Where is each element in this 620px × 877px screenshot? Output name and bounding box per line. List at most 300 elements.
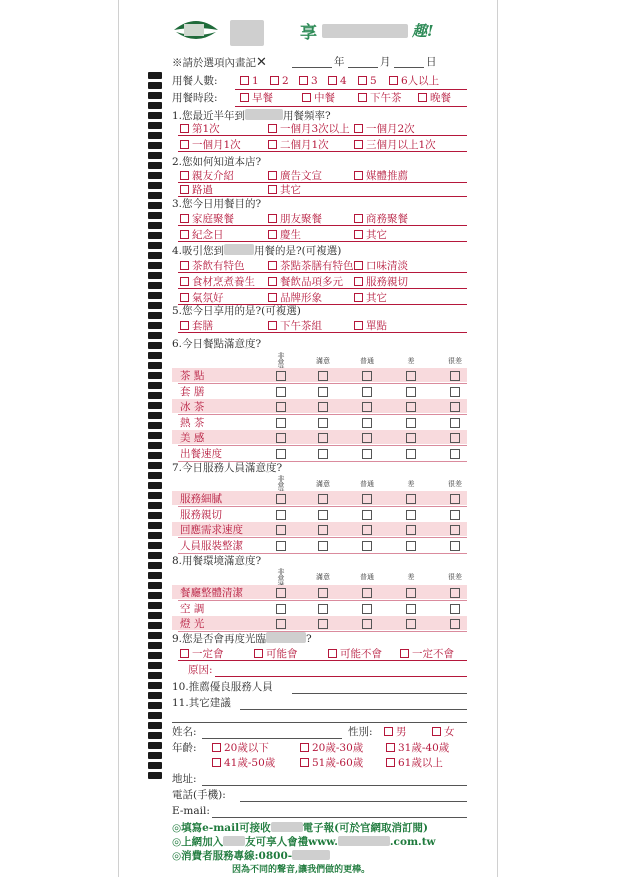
time-option[interactable]: 中餐	[302, 92, 335, 105]
time-option[interactable]: 下午茶	[358, 92, 402, 105]
q9-option[interactable]: 一定不會	[400, 648, 454, 661]
sprocket-hole	[148, 482, 162, 489]
rating-row-label: 餐廳整體清潔	[180, 587, 243, 599]
rating-checkbox-icon[interactable]	[276, 449, 286, 459]
rating-row-label: 人員服裝整潔	[180, 539, 243, 552]
gender-label: 性別:	[348, 726, 373, 738]
gender-female[interactable]: 女	[432, 726, 455, 739]
q9-option[interactable]: 可能不會	[328, 648, 382, 661]
q1-option[interactable]: 第1次	[180, 123, 220, 136]
rating-checkbox-icon[interactable]	[276, 371, 286, 381]
year-label: 年	[334, 56, 345, 68]
rating-checkbox-icon[interactable]	[450, 510, 460, 520]
rating-header: 很差	[448, 573, 462, 581]
rating-checkbox-icon[interactable]	[318, 371, 328, 381]
sprocket-hole	[148, 92, 162, 99]
rating-header: 非常	[277, 352, 285, 367]
q4-option[interactable]: 食材烹煮養生	[180, 276, 255, 289]
sprocket-hole	[148, 722, 162, 729]
checkbox-icon[interactable]	[354, 321, 363, 330]
checkbox-icon[interactable]	[270, 76, 279, 85]
q11-line-1[interactable]	[240, 709, 467, 710]
q9-reason-label: 原因:	[188, 664, 213, 676]
month-line[interactable]	[348, 67, 378, 68]
people-option[interactable]: 2	[270, 75, 289, 88]
rating-checkbox-icon[interactable]	[362, 387, 372, 397]
instruction-note: ※請於選項內畫記✕	[172, 55, 267, 70]
footer-line-2: ◎上網加入 友可享人會禮www. .com.tw	[172, 836, 436, 848]
row-line	[178, 506, 467, 507]
sprocket-hole	[148, 232, 162, 239]
option-underline	[178, 196, 467, 197]
q4-title: 4.吸引您到 用餐的是?(可複選)	[172, 245, 342, 257]
sprocket-hole	[148, 72, 162, 79]
checkbox-icon[interactable]	[268, 293, 277, 302]
q2-option[interactable]: 路過	[180, 184, 213, 197]
sprocket-hole	[148, 152, 162, 159]
q4-option[interactable]: 茶飲有特色	[180, 260, 245, 273]
rating-checkbox-icon[interactable]	[318, 619, 328, 629]
sprocket-hole	[148, 502, 162, 509]
age-option[interactable]: 31歲-40歲	[386, 742, 449, 755]
rating-checkbox-icon[interactable]	[450, 619, 460, 629]
checkbox-icon[interactable]	[180, 185, 189, 194]
q3-option[interactable]: 其它	[354, 229, 387, 242]
rating-header: 非常	[277, 568, 285, 583]
rating-row-label: 服務細膩	[180, 493, 222, 505]
checkbox-icon[interactable]	[254, 649, 263, 658]
q4-option[interactable]: 服務親切	[354, 276, 408, 289]
rating-checkbox-icon[interactable]	[406, 418, 416, 428]
rating-checkbox-icon[interactable]	[450, 494, 460, 504]
q5-option[interactable]: 套膳	[180, 320, 213, 333]
day-label: 日	[426, 56, 437, 68]
checkbox-icon[interactable]	[268, 185, 277, 194]
rating-checkbox-icon[interactable]	[406, 371, 416, 381]
rating-row-label: 熱 茶	[180, 416, 205, 429]
q3-option[interactable]: 家庭聚餐	[180, 213, 234, 226]
sprocket-hole	[148, 112, 162, 119]
row-line	[178, 414, 467, 415]
sprocket-hole	[148, 632, 162, 639]
q9-option[interactable]: 一定會	[180, 648, 224, 661]
sprocket-hole	[148, 282, 162, 289]
rating-header: 非常	[277, 475, 285, 490]
rating-header: 普通	[360, 357, 374, 365]
time-underline	[235, 106, 467, 107]
rating-checkbox-icon[interactable]	[406, 402, 416, 412]
checkbox-icon[interactable]	[354, 171, 363, 180]
gender-male[interactable]: 男	[384, 726, 407, 739]
checkbox-icon[interactable]	[268, 124, 277, 133]
sprocket-hole	[148, 102, 162, 109]
rating-checkbox-icon[interactable]	[276, 525, 286, 535]
rating-checkbox-icon[interactable]	[362, 541, 372, 551]
rating-checkbox-icon[interactable]	[406, 510, 416, 520]
rating-checkbox-icon[interactable]	[318, 387, 328, 397]
checkbox-icon[interactable]	[180, 140, 189, 149]
sprocket-hole	[148, 432, 162, 439]
q3-option[interactable]: 慶生	[268, 229, 301, 242]
q1-option[interactable]: 二個月1次	[268, 139, 329, 152]
sprocket-hole	[148, 412, 162, 419]
sprocket-hole	[148, 492, 162, 499]
year-line[interactable]	[292, 67, 332, 68]
checkbox-icon[interactable]	[354, 214, 363, 223]
sprocket-hole	[148, 352, 162, 359]
rating-checkbox-icon[interactable]	[276, 494, 286, 504]
checkbox-icon[interactable]	[212, 758, 221, 767]
q3-option[interactable]: 商務聚餐	[354, 213, 408, 226]
checkbox-icon[interactable]	[328, 76, 337, 85]
checkbox-icon[interactable]	[240, 93, 249, 102]
q4-option[interactable]: 其它	[354, 292, 387, 305]
rating-checkbox-icon[interactable]	[276, 418, 286, 428]
sprocket-hole	[148, 572, 162, 579]
checkbox-icon[interactable]	[180, 277, 189, 286]
rating-checkbox-icon[interactable]	[450, 418, 460, 428]
q9-option[interactable]: 可能會	[254, 648, 298, 661]
q4-option[interactable]: 茶點茶膳有特色	[268, 260, 354, 273]
sprocket-hole	[148, 182, 162, 189]
sprocket-hole	[148, 612, 162, 619]
option-underline	[178, 241, 467, 242]
people-option[interactable]: 3	[299, 75, 318, 88]
rating-checkbox-icon[interactable]	[450, 604, 460, 614]
sprocket-hole	[148, 592, 162, 599]
rating-checkbox-icon[interactable]	[318, 604, 328, 614]
rating-row-label: 出餐速度	[180, 447, 222, 460]
rating-checkbox-icon[interactable]	[362, 588, 372, 598]
q4-option[interactable]: 品牌形象	[268, 292, 322, 305]
q1-option[interactable]: 一個月1次	[180, 139, 241, 152]
checkbox-icon[interactable]	[268, 321, 277, 330]
rating-checkbox-icon[interactable]	[318, 402, 328, 412]
sprocket-hole	[148, 532, 162, 539]
slogan-end: 趣!	[412, 22, 434, 40]
checkbox-icon[interactable]	[268, 230, 277, 239]
sprocket-hole	[148, 732, 162, 739]
q3-option[interactable]: 朋友聚餐	[268, 213, 322, 226]
option-underline	[178, 332, 467, 333]
people-option[interactable]: 4	[328, 75, 347, 88]
q4-option[interactable]: 餐飲品項多元	[268, 276, 343, 289]
time-option[interactable]: 早餐	[240, 92, 273, 105]
rating-header: 滿意	[316, 573, 330, 581]
q5-option[interactable]: 單點	[354, 320, 387, 333]
q11-line-2[interactable]	[172, 722, 467, 723]
q1-option[interactable]: 三個月以上1次	[354, 139, 436, 152]
sprocket-hole	[148, 242, 162, 249]
day-line[interactable]	[394, 67, 424, 68]
q2-option[interactable]: 其它	[268, 184, 301, 197]
sprocket-hole	[148, 762, 162, 769]
sprocket-hole	[148, 702, 162, 709]
q8-title: 8.用餐環境滿意度?	[172, 555, 262, 567]
sprocket-hole	[148, 452, 162, 459]
rating-checkbox-icon[interactable]	[362, 418, 372, 428]
rating-checkbox-icon[interactable]	[406, 619, 416, 629]
sprocket-hole	[148, 322, 162, 329]
rating-checkbox-icon[interactable]	[406, 604, 416, 614]
sprocket-hole	[148, 512, 162, 519]
rating-checkbox-icon[interactable]	[318, 449, 328, 459]
address-line[interactable]	[202, 785, 467, 786]
checkbox-icon[interactable]	[354, 230, 363, 239]
q10-line[interactable]	[292, 693, 467, 694]
checkbox-icon[interactable]	[354, 140, 363, 149]
rating-checkbox-icon[interactable]	[276, 541, 286, 551]
sprocket-hole	[148, 642, 162, 649]
month-label: 月	[380, 56, 391, 68]
row-line	[178, 537, 467, 538]
rating-header: 普通	[360, 480, 374, 488]
checkbox-icon[interactable]	[418, 93, 427, 102]
name-label: 姓名:	[172, 726, 197, 738]
age-option[interactable]: 41歲-50歲	[212, 757, 275, 770]
rating-checkbox-icon[interactable]	[318, 433, 328, 443]
rating-checkbox-icon[interactable]	[318, 510, 328, 520]
sprocket-hole	[148, 202, 162, 209]
rating-checkbox-icon[interactable]	[318, 418, 328, 428]
checkbox-icon[interactable]	[268, 140, 277, 149]
checkbox-icon[interactable]	[180, 171, 189, 180]
checkbox-icon[interactable]	[300, 743, 309, 752]
people-underline	[235, 89, 467, 90]
rating-checkbox-icon[interactable]	[362, 402, 372, 412]
option-underline	[178, 288, 467, 289]
rating-checkbox-icon[interactable]	[362, 619, 372, 629]
q1-option[interactable]: 一個月3次以上	[268, 123, 350, 136]
people-option[interactable]: 6人以上	[389, 75, 439, 88]
footer-line-1: ◎填寫e-mail可接收 電子報(可於官網取消訂閱)	[172, 822, 429, 834]
rating-checkbox-icon[interactable]	[450, 588, 460, 598]
checkbox-icon[interactable]	[302, 93, 311, 102]
footer-slogan: 因為不同的聲音,讓我們做的更棒。	[232, 865, 371, 875]
row-line	[178, 553, 467, 554]
sprocket-hole	[148, 682, 162, 689]
rating-row-label: 美 感	[180, 432, 205, 444]
sprocket-hole	[148, 332, 162, 339]
checkbox-icon[interactable]	[180, 293, 189, 302]
checkbox-icon[interactable]	[180, 321, 189, 330]
sprocket-hole	[148, 82, 162, 89]
q4-option[interactable]: 氣氛好	[180, 292, 224, 305]
page-border-left	[118, 0, 119, 877]
checkbox-icon[interactable]	[354, 293, 363, 302]
q3-title: 3.您今日用餐目的?	[172, 198, 262, 210]
q10-title: 10.推薦優良服務人員	[172, 681, 273, 693]
brand-name-redacted	[230, 20, 264, 46]
rating-checkbox-icon[interactable]	[362, 449, 372, 459]
sprocket-hole	[148, 312, 162, 319]
sprocket-hole	[148, 252, 162, 259]
q7-title: 7.今日服務人員滿意度?	[172, 462, 283, 474]
sprocket-hole	[148, 442, 162, 449]
sprocket-hole	[148, 602, 162, 609]
rating-checkbox-icon[interactable]	[406, 387, 416, 397]
rating-checkbox-icon[interactable]	[450, 387, 460, 397]
people-label: 用餐人數:	[172, 75, 218, 87]
sprocket-hole	[148, 672, 162, 679]
people-option[interactable]: 1	[240, 75, 259, 88]
rating-checkbox-icon[interactable]	[276, 604, 286, 614]
rating-checkbox-icon[interactable]	[362, 604, 372, 614]
rating-checkbox-icon[interactable]	[450, 433, 460, 443]
checkbox-icon[interactable]	[358, 76, 367, 85]
rating-row-label: 套 膳	[180, 385, 205, 398]
sprocket-hole	[148, 262, 162, 269]
q9-title: 9.您是否會再度光臨 ?	[172, 633, 312, 645]
option-underline	[178, 151, 467, 152]
phone-label: 電話(手機):	[172, 789, 226, 801]
rating-checkbox-icon[interactable]	[406, 525, 416, 535]
sprocket-hole	[148, 712, 162, 719]
sprocket-hole	[148, 162, 162, 169]
sprocket-hole	[148, 422, 162, 429]
q2-option[interactable]: 媒體推薦	[354, 170, 408, 183]
checkbox-icon[interactable]	[180, 124, 189, 133]
rating-checkbox-icon[interactable]	[362, 510, 372, 520]
checkbox-icon[interactable]	[180, 649, 189, 658]
rating-checkbox-icon[interactable]	[276, 387, 286, 397]
sprocket-hole	[148, 212, 162, 219]
rating-checkbox-icon[interactable]	[276, 402, 286, 412]
q9-reason-line[interactable]	[215, 676, 467, 677]
header	[172, 12, 492, 52]
q4-option[interactable]: 口味清淡	[354, 260, 408, 273]
checkbox-icon[interactable]	[386, 758, 395, 767]
row-line	[178, 445, 467, 446]
checkbox-icon[interactable]	[386, 743, 395, 752]
checkbox-icon[interactable]	[354, 124, 363, 133]
time-label: 用餐時段:	[172, 92, 218, 104]
checkbox-icon[interactable]	[354, 277, 363, 286]
rating-checkbox-icon[interactable]	[450, 525, 460, 535]
rating-checkbox-icon[interactable]	[276, 619, 286, 629]
checkbox-icon[interactable]	[268, 261, 277, 270]
sprocket-hole	[148, 192, 162, 199]
rating-checkbox-icon[interactable]	[450, 371, 460, 381]
page-border-right	[497, 0, 498, 877]
checkbox-icon[interactable]	[212, 743, 221, 752]
age-option[interactable]: 61歲以上	[386, 757, 443, 770]
sprocket-hole	[148, 692, 162, 699]
email-label: E-mail:	[172, 805, 210, 817]
rating-checkbox-icon[interactable]	[276, 588, 286, 598]
sprocket-hole	[148, 752, 162, 759]
q5-title: 5.您今日享用的是?(可複選)	[172, 305, 301, 317]
age-label: 年齡:	[172, 742, 197, 754]
checkbox-icon[interactable]	[240, 76, 249, 85]
rating-header: 很差	[448, 357, 462, 365]
x-mark-icon: ✕	[256, 55, 267, 70]
rating-header: 很差	[448, 480, 462, 488]
rating-checkbox-icon[interactable]	[450, 541, 460, 551]
rating-checkbox-icon[interactable]	[406, 494, 416, 504]
checkbox-icon[interactable]	[180, 214, 189, 223]
people-option[interactable]: 5	[358, 75, 377, 88]
checkbox-icon[interactable]	[300, 758, 309, 767]
q2-option[interactable]: 親友介紹	[180, 170, 234, 183]
row-line	[178, 383, 467, 384]
sprocket-hole	[148, 302, 162, 309]
rating-checkbox-icon[interactable]	[406, 433, 416, 443]
sprocket-hole	[148, 402, 162, 409]
q6-title: 6.今日餐點滿意度?	[172, 338, 262, 350]
checkbox-icon[interactable]	[400, 649, 409, 658]
rating-checkbox-icon[interactable]	[450, 449, 460, 459]
name-line[interactable]	[202, 738, 342, 739]
rating-checkbox-icon[interactable]	[362, 525, 372, 535]
rating-checkbox-icon[interactable]	[318, 588, 328, 598]
time-option[interactable]: 晚餐	[418, 92, 451, 105]
slogan-redacted	[322, 24, 408, 38]
checkbox-icon[interactable]	[180, 261, 189, 270]
checkbox-icon[interactable]	[268, 214, 277, 223]
age-option[interactable]: 20歲-30歲	[300, 742, 363, 755]
q2-title: 2.您如何知道本店?	[172, 156, 262, 168]
brand-logo-icon	[172, 16, 220, 46]
option-underline	[178, 182, 467, 183]
sprocket-hole	[148, 742, 162, 749]
rating-checkbox-icon[interactable]	[406, 541, 416, 551]
phone-line[interactable]	[240, 801, 467, 802]
q2-option[interactable]: 廣告文宣	[268, 170, 322, 183]
rating-checkbox-icon[interactable]	[318, 494, 328, 504]
sprocket-hole	[148, 542, 162, 549]
rating-checkbox-icon[interactable]	[318, 541, 328, 551]
sprocket-hole	[148, 342, 162, 349]
checkbox-icon[interactable]	[268, 171, 277, 180]
checkbox-icon[interactable]	[268, 277, 277, 286]
checkbox-icon[interactable]	[354, 261, 363, 270]
rating-checkbox-icon[interactable]	[450, 402, 460, 412]
q1-option[interactable]: 一個月2次	[354, 123, 415, 136]
checkbox-icon[interactable]	[180, 230, 189, 239]
checkbox-icon[interactable]	[389, 76, 398, 85]
rating-row-label: 燈 光	[180, 618, 205, 630]
rating-checkbox-icon[interactable]	[318, 525, 328, 535]
sprocket-hole	[148, 662, 162, 669]
option-underline	[178, 135, 467, 136]
q3-option[interactable]: 紀念日	[180, 229, 224, 242]
sprocket-hole	[148, 462, 162, 469]
rating-checkbox-icon[interactable]	[362, 371, 372, 381]
rating-checkbox-icon[interactable]	[406, 588, 416, 598]
rating-row-label: 服務親切	[180, 508, 222, 521]
rating-checkbox-icon[interactable]	[276, 433, 286, 443]
checkbox-icon[interactable]	[299, 76, 308, 85]
rating-header: 滿意	[316, 480, 330, 488]
sprocket-hole	[148, 562, 162, 569]
rating-checkbox-icon[interactable]	[276, 510, 286, 520]
age-option[interactable]: 51歲-60歲	[300, 757, 363, 770]
sprocket-hole	[148, 292, 162, 299]
email-line[interactable]	[212, 817, 467, 818]
q5-option[interactable]: 下午茶組	[268, 320, 322, 333]
rating-header: 差	[407, 357, 415, 365]
age-option[interactable]: 20歲以下	[212, 742, 269, 755]
option-underline	[178, 272, 467, 273]
rating-checkbox-icon[interactable]	[362, 494, 372, 504]
rating-checkbox-icon[interactable]	[362, 433, 372, 443]
checkbox-icon[interactable]	[358, 93, 367, 102]
option-underline	[178, 660, 467, 661]
checkbox-icon[interactable]	[328, 649, 337, 658]
rating-checkbox-icon[interactable]	[406, 449, 416, 459]
sprocket-hole	[148, 172, 162, 179]
